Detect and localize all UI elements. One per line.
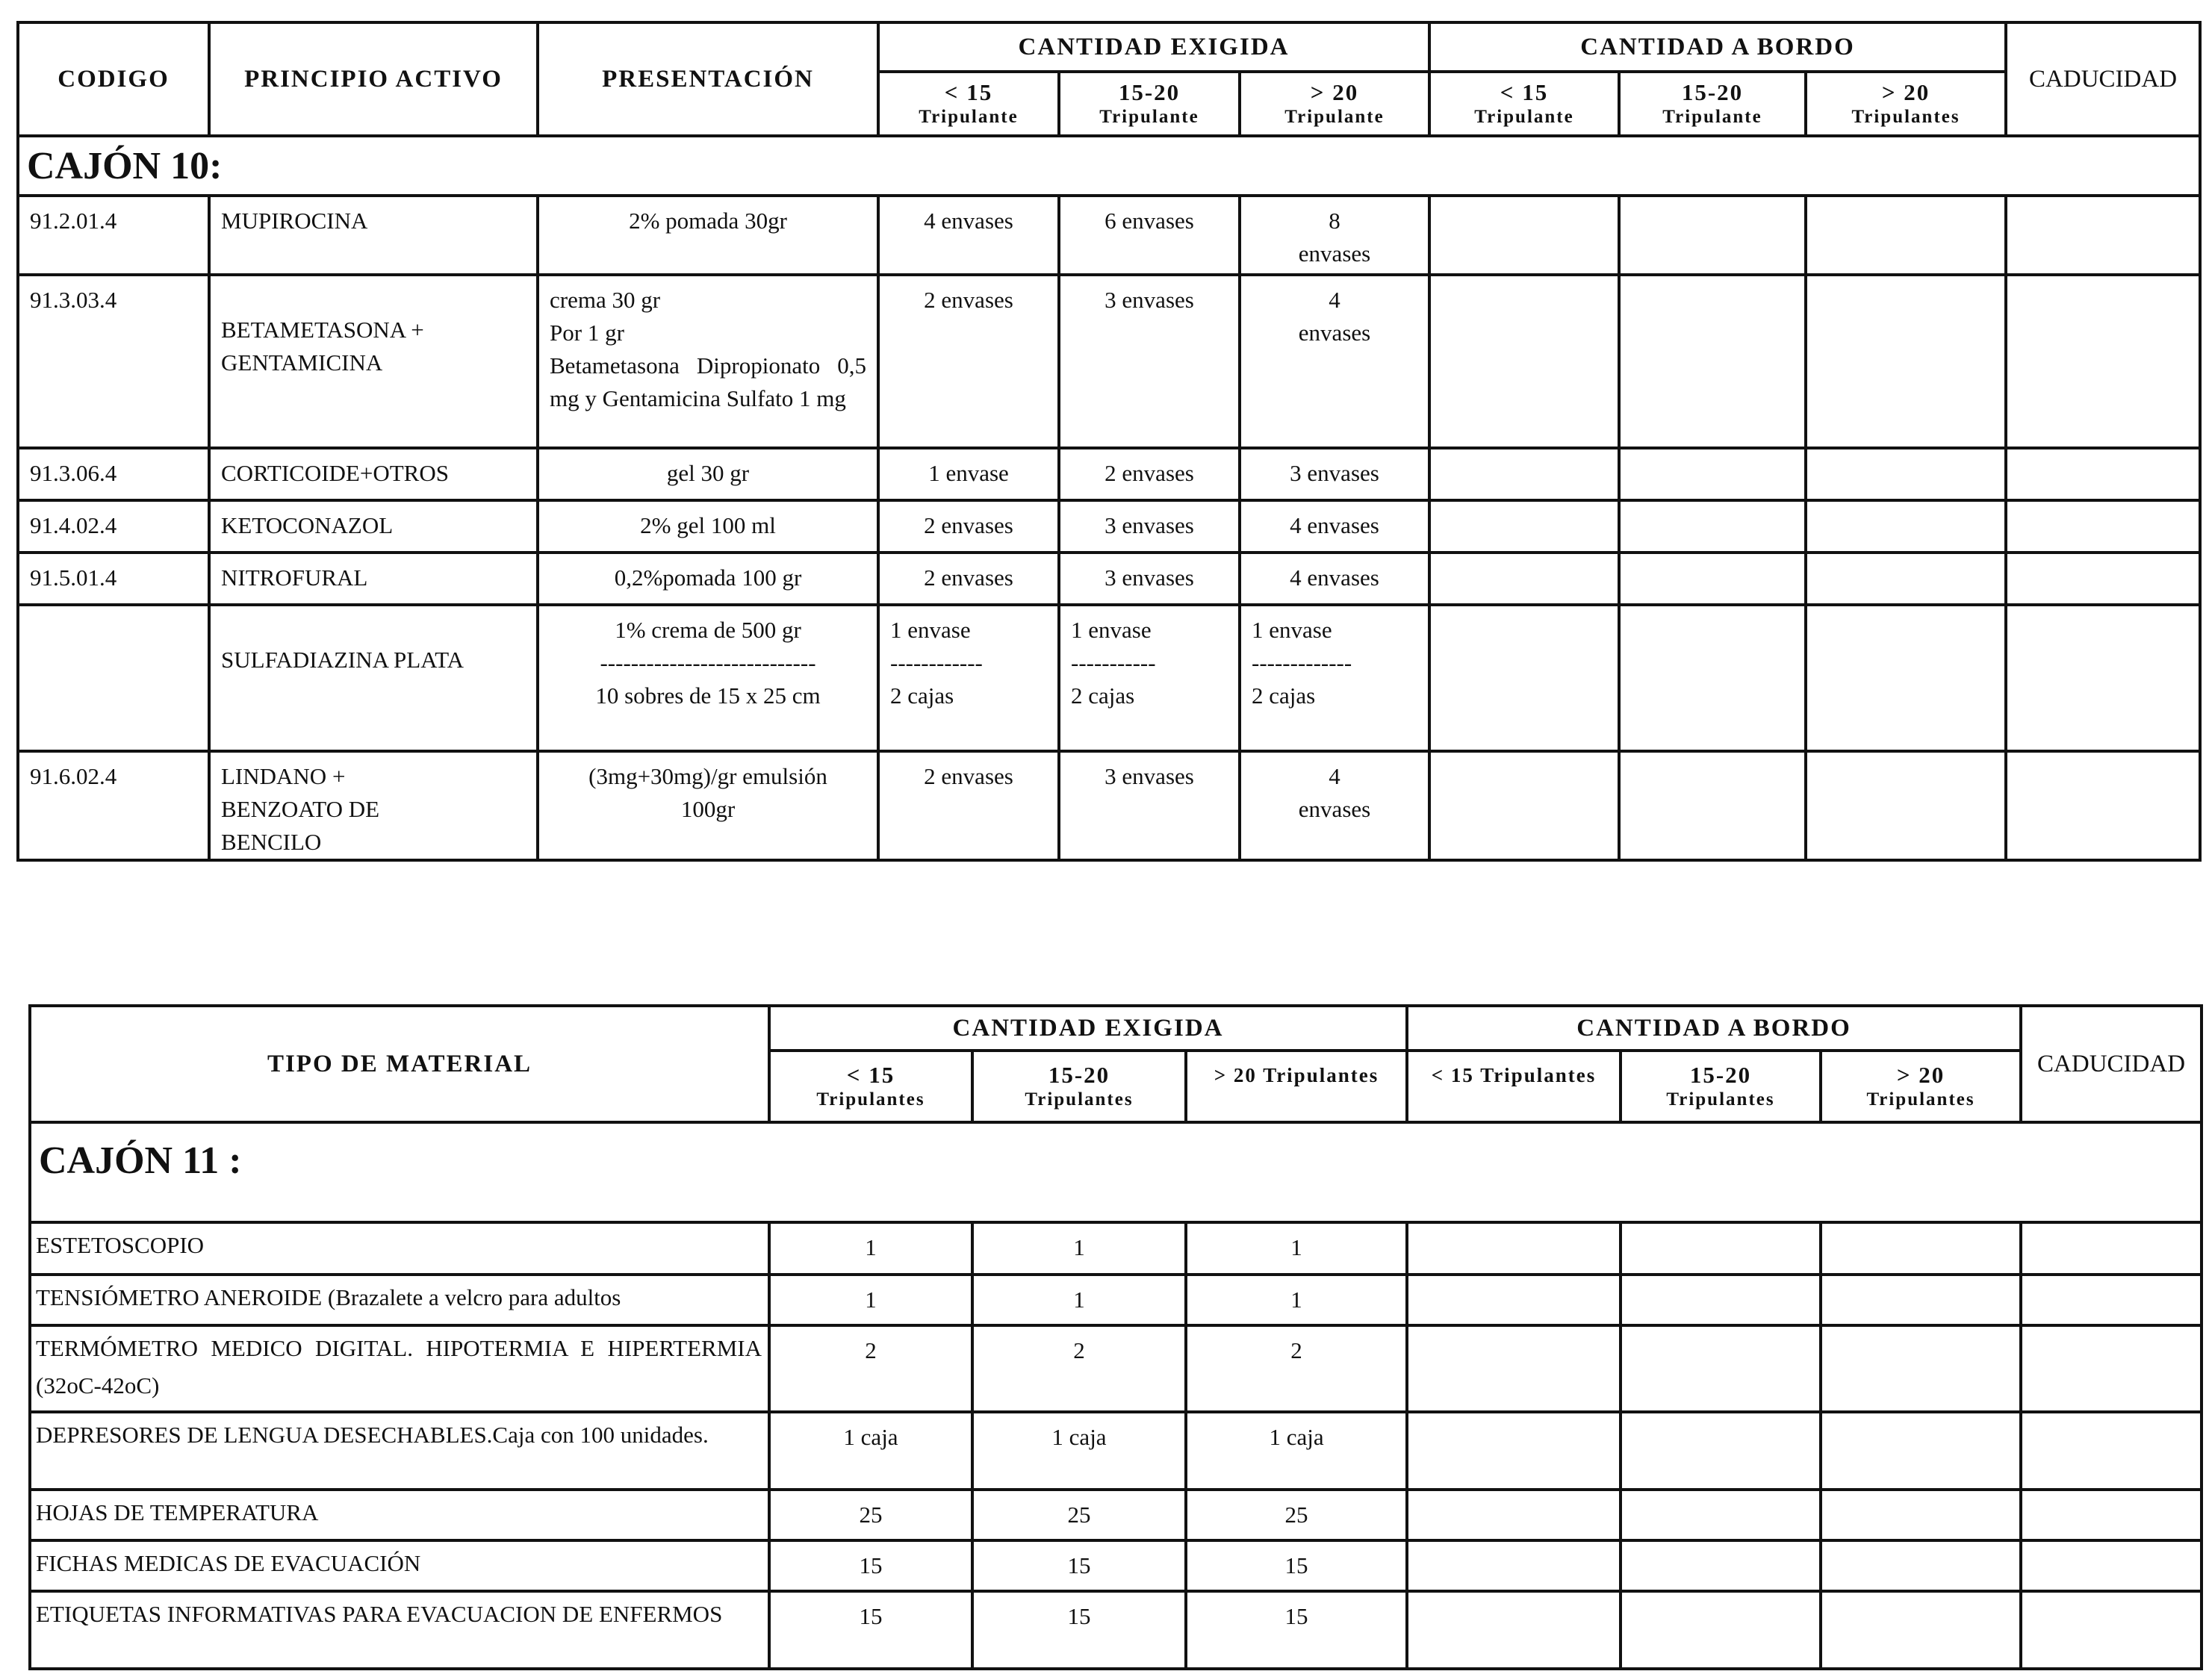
exigida-lt15-cell: 1 caja <box>769 1412 972 1490</box>
cantidad-a-bordo-header: CANTIDAD A BORDO <box>1407 1006 2021 1051</box>
exigida-gt20-cell: 4 envases <box>1240 751 1429 860</box>
bordo-col-lt15: < 15 Tripulantes <box>1407 1051 1621 1122</box>
exigida-15-20-cell: 1 envase ----------- 2 cajas <box>1059 605 1240 751</box>
bordo-15-20-cell <box>1621 1325 1821 1412</box>
exigida-lt15-cell: 4 envases <box>878 196 1059 275</box>
table-row <box>30 1540 2202 1591</box>
bordo-col-gt20: > 20 Tripulantes <box>1806 72 2006 136</box>
table-row <box>18 500 2200 553</box>
bordo-15-20-cell <box>1619 751 1806 860</box>
caducidad-header: CADUCIDAD <box>2006 22 2200 136</box>
exigida-gt20-cell: 1 envase ------------- 2 cajas <box>1240 605 1429 751</box>
presentacion-cell: 2% gel 100 ml <box>538 500 878 553</box>
exigida-gt20-cell: 4 envases <box>1240 275 1429 448</box>
exigida-15-20-cell: 3 envases <box>1059 500 1240 553</box>
code-cell: 91.6.02.4 <box>18 751 209 860</box>
bordo-lt15-cell <box>1407 1275 1621 1325</box>
exigida-gt20-cell: 8 envases <box>1240 196 1429 275</box>
presentacion-cell: 2% pomada 30gr <box>538 196 878 275</box>
table-row <box>18 751 2200 860</box>
exigida-15-20-cell: 3 envases <box>1059 275 1240 448</box>
bordo-lt15-cell <box>1407 1490 1621 1540</box>
exigida-gt20-cell: 3 envases <box>1240 448 1429 500</box>
exigida-15-20-cell: 15 <box>972 1591 1186 1669</box>
bordo-gt20-cell <box>1806 605 2006 751</box>
bordo-gt20-cell <box>1821 1275 2021 1325</box>
drawer-10-table <box>16 21 2202 862</box>
exigida-lt15-cell: 25 <box>769 1490 972 1540</box>
exigida-15-20-cell: 1 <box>972 1222 1186 1275</box>
bordo-15-20-cell <box>1621 1222 1821 1275</box>
presentacion-header: PRESENTACIÓN <box>538 22 878 136</box>
bordo-lt15-cell <box>1407 1325 1621 1412</box>
caducidad-cell <box>2006 196 2200 275</box>
tipo-material-header: TIPO DE MATERIAL <box>30 1006 769 1122</box>
caducidad-cell <box>2021 1222 2202 1275</box>
exigida-col-gt20: > 20 Tripulantes <box>1186 1051 1407 1122</box>
bordo-lt15-cell <box>1429 553 1619 605</box>
exigida-15-20-cell: 1 caja <box>972 1412 1186 1490</box>
exigida-15-20-cell: 2 <box>972 1325 1186 1412</box>
caducidad-header: CADUCIDAD <box>2021 1006 2202 1122</box>
exigida-lt15-cell: 2 envases <box>878 500 1059 553</box>
caducidad-cell <box>2021 1325 2202 1412</box>
bordo-15-20-cell <box>1619 500 1806 553</box>
caducidad-cell <box>2006 448 2200 500</box>
table-row <box>18 448 2200 500</box>
bordo-15-20-cell <box>1621 1412 1821 1490</box>
exigida-lt15-cell: 2 envases <box>878 553 1059 605</box>
exigida-lt15-cell: 1 <box>769 1275 972 1325</box>
presentacion-cell: crema 30 gr Por 1 gr Betametasona Dipropionato 0,5 mg y Gentamicina Sulfato 1 mg <box>538 275 878 448</box>
bordo-lt15-cell <box>1429 751 1619 860</box>
bordo-col-lt15: < 15 Tripulante <box>1429 72 1619 136</box>
bordo-gt20-cell <box>1821 1591 2021 1669</box>
exigida-lt15-cell: 15 <box>769 1591 972 1669</box>
exigida-col-lt15: < 15 Tripulantes <box>769 1051 972 1122</box>
table-row <box>30 1222 2202 1275</box>
principio-activo-cell: NITROFURAL <box>209 553 538 605</box>
caducidad-cell <box>2006 751 2200 860</box>
exigida-col-15-20: 15-20 Tripulante <box>1059 72 1240 136</box>
bordo-lt15-cell <box>1407 1222 1621 1275</box>
principio-activo-cell: KETOCONAZOL <box>209 500 538 553</box>
bordo-gt20-cell <box>1821 1325 2021 1412</box>
exigida-15-20-cell: 6 envases <box>1059 196 1240 275</box>
principio-activo-cell: CORTICOIDE+OTROS <box>209 448 538 500</box>
caducidad-cell <box>2021 1540 2202 1591</box>
presentacion-cell: (3mg+30mg)/gr emulsión 100gr <box>538 751 878 860</box>
caducidad-cell <box>2021 1412 2202 1490</box>
principio-activo-cell: LINDANO + BENZOATO DE BENCILO <box>209 751 538 860</box>
drawer-11-table <box>28 1004 2203 1670</box>
bordo-gt20-cell <box>1806 500 2006 553</box>
code-cell: 91.3.03.4 <box>18 275 209 448</box>
exigida-gt20-cell: 4 envases <box>1240 553 1429 605</box>
bordo-gt20-cell <box>1821 1490 2021 1540</box>
bordo-15-20-cell <box>1619 605 1806 751</box>
bordo-lt15-cell <box>1407 1591 1621 1669</box>
exigida-lt15-cell: 2 envases <box>878 275 1059 448</box>
material-cell: FICHAS MEDICAS DE EVACUACIÓN <box>30 1540 769 1591</box>
exigida-15-20-cell: 1 <box>972 1275 1186 1325</box>
cantidad-a-bordo-header: CANTIDAD A BORDO <box>1429 22 2006 72</box>
code-cell: 91.5.01.4 <box>18 553 209 605</box>
bordo-15-20-cell <box>1619 196 1806 275</box>
table-row <box>30 1490 2202 1540</box>
caducidad-cell <box>2021 1275 2202 1325</box>
exigida-gt20-cell: 1 <box>1186 1222 1407 1275</box>
exigida-gt20-cell: 1 <box>1186 1275 1407 1325</box>
bordo-lt15-cell <box>1429 448 1619 500</box>
section-title: CAJÓN 11 : <box>30 1122 2202 1222</box>
code-cell: 91.2.01.4 <box>18 196 209 275</box>
bordo-gt20-cell <box>1806 448 2006 500</box>
caducidad-cell <box>2006 500 2200 553</box>
bordo-15-20-cell <box>1619 275 1806 448</box>
code-cell: 91.4.02.4 <box>18 500 209 553</box>
bordo-lt15-cell <box>1429 196 1619 275</box>
bordo-gt20-cell <box>1821 1412 2021 1490</box>
exigida-gt20-cell: 2 <box>1186 1325 1407 1412</box>
codigo-header: CODIGO <box>18 22 209 136</box>
bordo-gt20-cell <box>1821 1540 2021 1591</box>
principio-activo-header: PRINCIPIO ACTIVO <box>209 22 538 136</box>
exigida-15-20-cell: 15 <box>972 1540 1186 1591</box>
bordo-15-20-cell <box>1619 553 1806 605</box>
exigida-lt15-cell: 2 envases <box>878 751 1059 860</box>
exigida-15-20-cell: 2 envases <box>1059 448 1240 500</box>
table-row <box>18 275 2200 448</box>
bordo-lt15-cell <box>1429 500 1619 553</box>
principio-activo-cell: SULFADIAZINA PLATA <box>209 605 538 751</box>
exigida-lt15-cell: 1 <box>769 1222 972 1275</box>
caducidad-cell <box>2021 1490 2202 1540</box>
exigida-gt20-cell: 25 <box>1186 1490 1407 1540</box>
caducidad-cell <box>2006 553 2200 605</box>
section-title: CAJÓN 10: <box>18 136 2200 196</box>
presentacion-cell: 0,2%pomada 100 gr <box>538 553 878 605</box>
principio-activo-cell: MUPIROCINA <box>209 196 538 275</box>
principio-activo-cell: BETAMETASONA + GENTAMICINA <box>209 275 538 448</box>
presentacion-cell: 1% crema de 500 gr ---------------------------- 10 sobres de 15 x 25 cm <box>538 605 878 751</box>
table-row <box>18 553 2200 605</box>
exigida-15-20-cell: 3 envases <box>1059 751 1240 860</box>
table-row <box>30 1275 2202 1325</box>
code-cell: 91.3.06.4 <box>18 448 209 500</box>
exigida-lt15-cell: 1 envase ------------ 2 cajas <box>878 605 1059 751</box>
bordo-lt15-cell <box>1407 1540 1621 1591</box>
caducidad-cell <box>2006 605 2200 751</box>
material-cell: ESTETOSCOPIO <box>30 1222 769 1275</box>
table-row <box>30 1412 2202 1490</box>
table-row <box>30 1591 2202 1669</box>
bordo-lt15-cell <box>1407 1412 1621 1490</box>
bordo-15-20-cell <box>1621 1591 1821 1669</box>
exigida-gt20-cell: 4 envases <box>1240 500 1429 553</box>
bordo-15-20-cell <box>1621 1275 1821 1325</box>
material-cell: TENSIÓMETRO ANEROIDE (Brazalete a velcro para adultos <box>30 1275 769 1325</box>
exigida-gt20-cell: 15 <box>1186 1591 1407 1669</box>
material-cell: TERMÓMETRO MEDICO DIGITAL. HIPOTERMIA E HIPERTERMIA (32oC-42oC) <box>30 1325 769 1412</box>
exigida-lt15-cell: 1 envase <box>878 448 1059 500</box>
exigida-gt20-cell: 15 <box>1186 1540 1407 1591</box>
presentacion-cell: gel 30 gr <box>538 448 878 500</box>
table-row <box>30 1325 2202 1412</box>
material-cell: HOJAS DE TEMPERATURA <box>30 1490 769 1540</box>
exigida-gt20-cell: 1 caja <box>1186 1412 1407 1490</box>
material-cell: DEPRESORES DE LENGUA DESECHABLES.Caja con 100 unidades. <box>30 1412 769 1490</box>
cantidad-exigida-header: CANTIDAD EXIGIDA <box>878 22 1429 72</box>
exigida-col-gt20: > 20 Tripulante <box>1240 72 1429 136</box>
exigida-15-20-cell: 25 <box>972 1490 1186 1540</box>
table-row <box>18 605 2200 751</box>
bordo-lt15-cell <box>1429 605 1619 751</box>
material-cell: ETIQUETAS INFORMATIVAS PARA EVACUACION DE ENFERMOS <box>30 1591 769 1669</box>
bordo-col-gt20: > 20 Tripulantes <box>1821 1051 2021 1122</box>
caducidad-cell <box>2006 275 2200 448</box>
exigida-col-15-20: 15-20 Tripulantes <box>972 1051 1186 1122</box>
code-cell <box>18 605 209 751</box>
exigida-15-20-cell: 3 envases <box>1059 553 1240 605</box>
bordo-gt20-cell <box>1806 275 2006 448</box>
exigida-lt15-cell: 15 <box>769 1540 972 1591</box>
bordo-col-15-20: 15-20 Tripulante <box>1619 72 1806 136</box>
exigida-lt15-cell: 2 <box>769 1325 972 1412</box>
bordo-gt20-cell <box>1806 553 2006 605</box>
bordo-15-20-cell <box>1621 1540 1821 1591</box>
table-row <box>18 196 2200 275</box>
bordo-gt20-cell <box>1806 751 2006 860</box>
cantidad-exigida-header: CANTIDAD EXIGIDA <box>769 1006 1407 1051</box>
bordo-15-20-cell <box>1621 1490 1821 1540</box>
caducidad-cell <box>2021 1591 2202 1669</box>
bordo-lt15-cell <box>1429 275 1619 448</box>
bordo-gt20-cell <box>1806 196 2006 275</box>
exigida-col-lt15: < 15 Tripulante <box>878 72 1059 136</box>
bordo-15-20-cell <box>1619 448 1806 500</box>
bordo-col-15-20: 15-20 Tripulantes <box>1621 1051 1821 1122</box>
bordo-gt20-cell <box>1821 1222 2021 1275</box>
